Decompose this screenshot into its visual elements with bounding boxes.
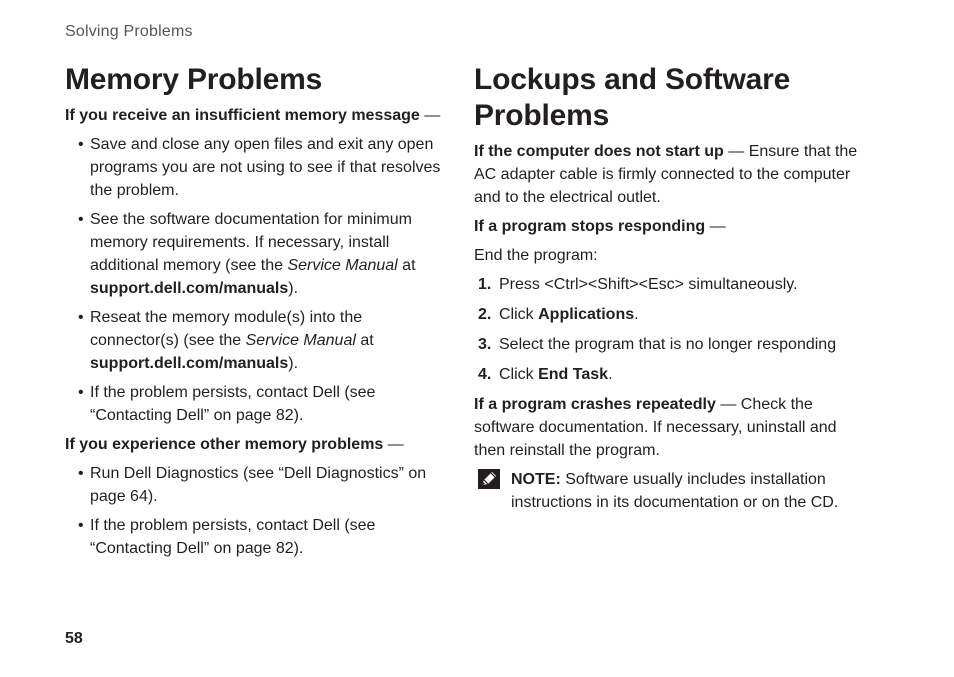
note-body: Software usually includes installation instructions in its documentation or on the CD. <box>511 471 839 511</box>
other-memory-list <box>65 462 450 560</box>
list-item-text: at <box>355 332 374 349</box>
insufficient-memory-list <box>65 133 450 427</box>
other-memory-dash: — <box>383 436 404 453</box>
no-start-lead: If the computer does not start up <box>474 143 724 160</box>
note-block <box>474 468 864 514</box>
step-text: Click <box>499 366 539 383</box>
other-memory-lead: If you experience other memory problems <box>65 436 384 453</box>
service-manual-ref: Service Manual <box>245 332 356 349</box>
no-start-text: — Ensure that the AC adapter cable is firmly connected to the computer and to the electrical outlet. <box>474 143 858 206</box>
list-item <box>474 363 864 386</box>
stops-responding-paragraph <box>474 215 864 238</box>
running-head: Solving Problems <box>65 23 193 40</box>
list-item <box>65 208 450 300</box>
insufficient-memory-dash: — <box>419 107 441 124</box>
list-item <box>65 462 450 508</box>
list-item-text: ). <box>288 355 299 372</box>
no-start-paragraph <box>474 140 864 209</box>
stops-responding-dash: — <box>705 218 726 235</box>
note-text <box>511 468 864 514</box>
insufficient-memory-lead: If you receive an insufficient memory message <box>65 107 420 124</box>
list-item <box>65 381 450 427</box>
list-item-text: Run Dell Diagnostics (see “Dell Diagnostics” on page 64). <box>90 465 427 505</box>
memory-problems-heading: Memory Problems <box>65 63 323 96</box>
stops-responding-lead: If a program stops responding <box>474 218 706 235</box>
lockups-column <box>474 62 864 520</box>
list-item <box>65 514 450 560</box>
list-item <box>474 303 864 326</box>
list-item-text: at <box>397 257 416 274</box>
service-manual-ref: Service Manual <box>287 257 398 274</box>
pencil-note-icon <box>478 469 500 489</box>
list-item-text: Reseat the memory module(s) into the connector(s) (see the <box>90 309 363 349</box>
lockups-heading: Lockups and Software Problems <box>474 63 791 132</box>
applications-label: Applications <box>538 306 635 323</box>
support-url: support.dell.com/manuals <box>90 280 289 297</box>
step-text: . <box>608 366 613 383</box>
step-text: . <box>634 306 639 323</box>
list-item <box>474 273 864 296</box>
list-item-text: See the software documentation for minimum memory requirements. If necessary, install additional memory (see the <box>90 211 412 274</box>
list-item <box>474 333 864 356</box>
list-item-text: If the problem persists, contact Dell (see “Contacting Dell” on page 82). <box>90 384 376 424</box>
step-number: 1. <box>478 276 492 293</box>
step-number: 2. <box>478 306 492 323</box>
crashes-text: — Check the software documentation. If necessary, uninstall and then reinstall the program. <box>474 396 837 459</box>
step-text: Select the program that is no longer responding <box>499 336 837 353</box>
list-item <box>65 306 450 375</box>
list-item-text: Save and close any open files and exit any open programs you are not using to see if that resolves the problem. <box>90 136 441 199</box>
support-url: support.dell.com/manuals <box>90 355 289 372</box>
memory-problems-column <box>65 62 450 566</box>
end-task-label: End Task <box>538 366 609 383</box>
page-number: 58 <box>65 630 83 647</box>
insufficient-memory-paragraph <box>65 104 450 127</box>
list-item-text: If the problem persists, contact Dell (see “Contacting Dell” on page 82). <box>90 517 376 557</box>
other-memory-paragraph <box>65 433 450 456</box>
note-label: NOTE: <box>511 471 561 488</box>
step-number: 4. <box>478 366 492 383</box>
step-number: 3. <box>478 336 492 353</box>
step-text: Click <box>499 306 539 323</box>
list-item-text: ). <box>288 280 299 297</box>
crashes-paragraph <box>474 393 864 462</box>
step-text: Press <Ctrl><Shift><Esc> simultaneously. <box>499 276 798 293</box>
list-item <box>65 133 450 202</box>
end-program-intro: End the program: <box>474 247 598 264</box>
crashes-lead: If a program crashes repeatedly <box>474 396 716 413</box>
end-program-steps <box>474 273 864 386</box>
